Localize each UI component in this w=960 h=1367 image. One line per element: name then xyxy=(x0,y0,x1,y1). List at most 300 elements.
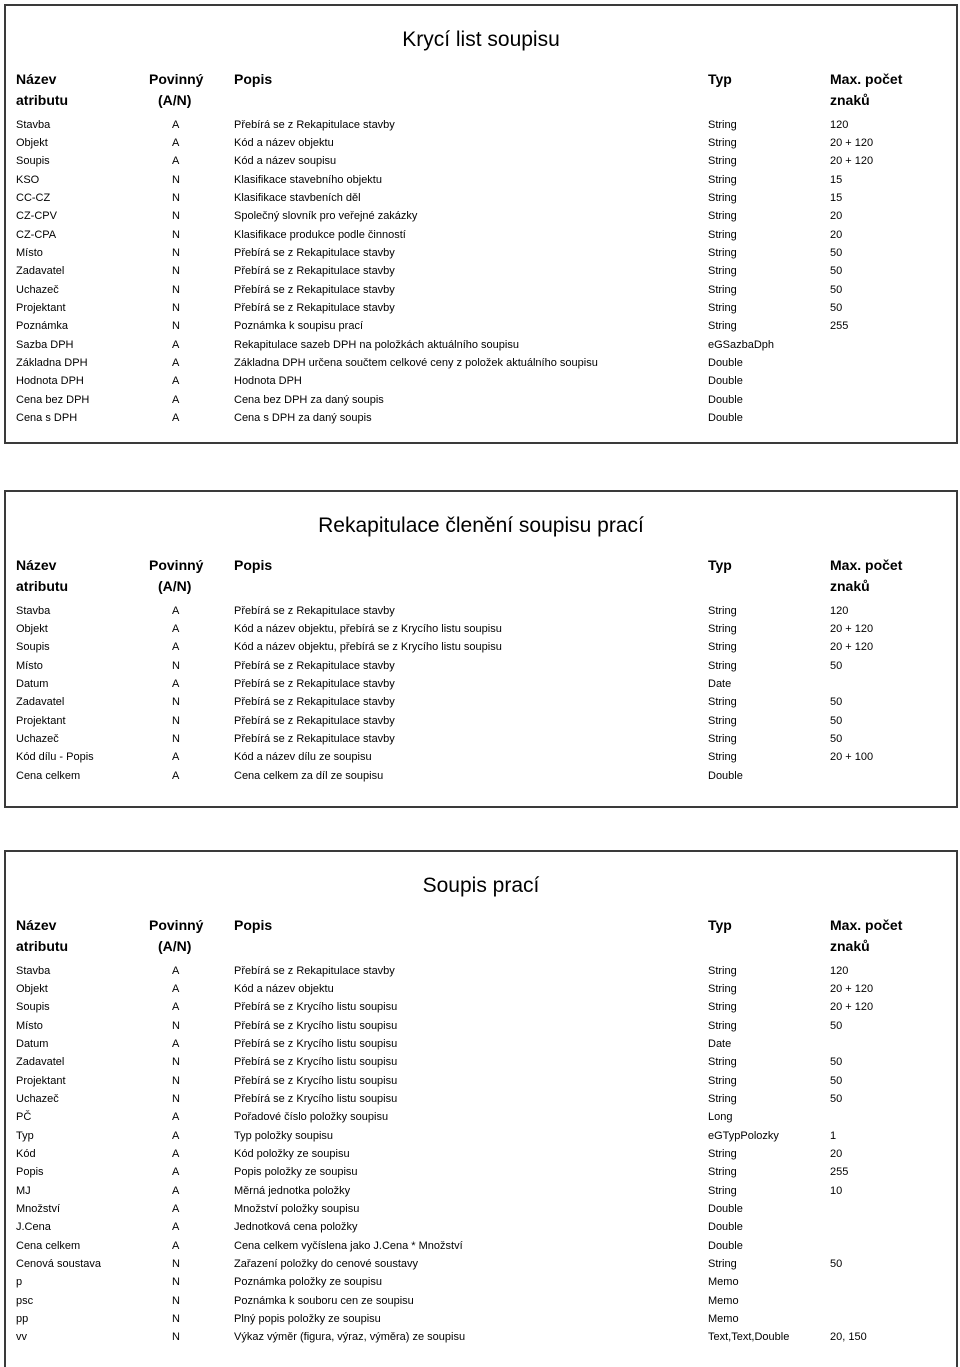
required-flag: A xyxy=(172,982,180,995)
max-length: 120 xyxy=(830,964,849,977)
table-row xyxy=(6,730,956,748)
data-type: String xyxy=(708,228,737,241)
max-length: 50 xyxy=(830,246,843,259)
data-type: Text,Text,Double xyxy=(708,1331,790,1344)
attribute-name: CZ-CPV xyxy=(16,210,57,223)
description: Poznámka k souboru cen ze soupisu xyxy=(234,1294,414,1307)
attribute-name: Objekt xyxy=(16,982,48,995)
description: Kód a název objektu xyxy=(234,136,334,149)
description: Základna DPH určena součtem celkové ceny z položek aktuálního soupisu xyxy=(234,356,598,369)
required-flag: N xyxy=(172,1019,180,1032)
data-type: String xyxy=(708,118,737,131)
table-row xyxy=(6,962,956,980)
data-type: Date xyxy=(708,1037,732,1050)
column-header-max-length: Max. počet xyxy=(830,71,903,87)
description: Kód a název soupisu xyxy=(234,155,337,168)
data-type: String xyxy=(708,641,737,654)
description: Cena bez DPH za daný soupis xyxy=(234,393,384,406)
required-flag: A xyxy=(172,1184,180,1197)
table-row xyxy=(6,767,956,785)
max-length: 20 + 100 xyxy=(830,751,874,764)
attribute-name: Poznámka xyxy=(16,320,68,333)
max-length: 50 xyxy=(830,265,843,278)
data-type: String xyxy=(708,191,737,204)
table-row xyxy=(6,299,956,317)
table-row xyxy=(6,620,956,638)
max-length: 20, 150 xyxy=(830,1331,867,1344)
attribute-name: KSO xyxy=(16,173,40,186)
max-length: 50 xyxy=(830,714,843,727)
table-row xyxy=(6,998,956,1016)
data-type: eGTypPolozky xyxy=(708,1129,779,1142)
column-header-required: Povinný xyxy=(149,917,204,933)
section-title: Rekapitulace členění soupisu prací xyxy=(318,514,644,537)
column-header-type: Typ xyxy=(708,71,732,87)
required-flag: A xyxy=(172,1221,180,1234)
data-type: Double xyxy=(708,769,743,782)
max-length: 50 xyxy=(830,732,843,745)
description: Cena celkem za díl ze soupisu xyxy=(234,769,384,782)
max-length: 1 xyxy=(830,1129,837,1142)
attribute-name: CC-CZ xyxy=(16,191,51,204)
max-length: 50 xyxy=(830,1019,843,1032)
table-header-subline xyxy=(6,91,956,109)
table-row xyxy=(6,281,956,299)
attribute-name: Projektant xyxy=(16,1074,66,1087)
data-type: String xyxy=(708,136,737,149)
description: Přebírá se z Krycího listu soupisu xyxy=(234,1019,398,1032)
column-header-required: Povinný xyxy=(149,71,204,87)
attribute-name: Typ xyxy=(16,1129,34,1142)
column-header-max-length: Max. počet xyxy=(830,917,903,933)
table-row xyxy=(6,1237,956,1255)
column-header-type: Typ xyxy=(708,557,732,573)
table-row xyxy=(6,152,956,170)
table-header xyxy=(6,916,956,934)
data-type: String xyxy=(708,265,737,278)
table-row xyxy=(6,638,956,656)
attribute-name: PČ xyxy=(16,1111,32,1124)
attribute-name: Místo xyxy=(16,659,43,672)
description: Společný slovník pro veřejné zakázky xyxy=(234,210,418,223)
section-kryci-list xyxy=(4,4,958,444)
data-type: Double xyxy=(708,356,743,369)
description: Cena celkem vyčíslena jako J.Cena * Množství xyxy=(234,1239,463,1252)
required-flag: N xyxy=(172,265,180,278)
data-type: String xyxy=(708,604,737,617)
description: Přebírá se z Rekapitulace stavby xyxy=(234,659,395,672)
table-row xyxy=(6,1310,956,1328)
max-length: 15 xyxy=(830,191,843,204)
description: Poznámka k soupisu prací xyxy=(234,320,364,333)
attribute-name: Stavba xyxy=(16,118,51,131)
description: Přebírá se z Rekapitulace stavby xyxy=(234,283,395,296)
required-flag: A xyxy=(172,1166,180,1179)
required-flag: A xyxy=(172,769,180,782)
data-type: String xyxy=(708,714,737,727)
required-flag: A xyxy=(172,1202,180,1215)
description: Poznámka položky ze soupisu xyxy=(234,1276,382,1289)
max-length: 50 xyxy=(830,301,843,314)
description: Klasifikace stavbeních děl xyxy=(234,191,361,204)
attribute-name: Zadavatel xyxy=(16,265,65,278)
section-rekapitulace xyxy=(4,490,958,808)
column-header-name: Název xyxy=(16,71,57,87)
table-row xyxy=(6,354,956,372)
table-row xyxy=(6,336,956,354)
table-row xyxy=(6,1200,956,1218)
attribute-name: Cena s DPH xyxy=(16,412,78,424)
table-row xyxy=(6,1017,956,1035)
data-type: String xyxy=(708,1001,737,1014)
column-header-description: Popis xyxy=(234,917,273,933)
table-row xyxy=(6,189,956,207)
table-row xyxy=(6,391,956,409)
attribute-name: CZ-CPA xyxy=(16,228,57,241)
table-row xyxy=(6,1273,956,1291)
attribute-name: Množství xyxy=(16,1202,61,1215)
description: Kód a název objektu, přebírá se z Krycího listu soupisu xyxy=(234,622,502,635)
required-flag: N xyxy=(172,320,180,333)
max-length: 120 xyxy=(830,118,849,131)
max-length: 50 xyxy=(830,1258,843,1270)
max-length: 50 xyxy=(830,1074,843,1087)
required-flag: A xyxy=(172,338,180,351)
description: Klasifikace stavebního objektu xyxy=(234,173,382,186)
table-row xyxy=(6,712,956,730)
attribute-name: MJ xyxy=(16,1184,31,1197)
required-flag: N xyxy=(172,1074,180,1087)
table-header xyxy=(6,556,956,574)
data-type: Memo xyxy=(708,1313,739,1326)
required-flag: A xyxy=(172,677,180,690)
table-row xyxy=(6,171,956,189)
max-length: 20 + 120 xyxy=(830,155,874,168)
required-flag: A xyxy=(172,356,180,369)
data-type: Date xyxy=(708,677,732,690)
required-flag: A xyxy=(172,1037,180,1050)
required-flag: A xyxy=(172,393,180,406)
max-length: 20 xyxy=(830,1147,843,1160)
attribute-name: Projektant xyxy=(16,714,66,727)
column-header-max-length-sub: znaků xyxy=(830,938,870,954)
column-header-required-sub: (A/N) xyxy=(158,938,192,954)
data-type: Double xyxy=(708,1239,743,1252)
attribute-name: p xyxy=(16,1276,23,1289)
attribute-name: Stavba xyxy=(16,604,51,617)
table-row xyxy=(6,226,956,244)
data-type: String xyxy=(708,964,737,977)
required-flag: N xyxy=(172,246,180,259)
table-row xyxy=(6,1163,956,1181)
table-row xyxy=(6,1328,956,1346)
required-flag: A xyxy=(172,604,180,617)
max-length: 20 + 120 xyxy=(830,982,874,995)
description: Přebírá se z Rekapitulace stavby xyxy=(234,265,395,278)
required-flag: A xyxy=(172,1147,180,1160)
description: Přebírá se z Rekapitulace stavby xyxy=(234,964,395,977)
data-type: eGSazbaDph xyxy=(708,338,775,351)
attribute-name: Soupis xyxy=(16,1001,50,1014)
table-row xyxy=(6,1292,956,1310)
column-header-required-sub: (A/N) xyxy=(158,92,192,108)
required-flag: N xyxy=(172,173,180,186)
column-header-name: Název xyxy=(16,557,57,573)
section-title: Soupis prací xyxy=(422,874,540,897)
data-type: String xyxy=(708,246,737,259)
required-flag: A xyxy=(172,1111,180,1124)
table-row xyxy=(6,1255,956,1273)
description: Pořadové číslo položky soupisu xyxy=(234,1111,389,1124)
attribute-name: Kód xyxy=(16,1147,36,1160)
max-length: 20 + 120 xyxy=(830,136,874,149)
required-flag: A xyxy=(172,118,180,131)
table-body xyxy=(6,116,956,428)
table-row xyxy=(6,602,956,620)
data-type: Double xyxy=(708,1221,743,1234)
table-row xyxy=(6,1108,956,1126)
table-row xyxy=(6,675,956,693)
table-row xyxy=(6,1072,956,1090)
table-row xyxy=(6,372,956,390)
table-row xyxy=(6,693,956,711)
description: Přebírá se z Rekapitulace stavby xyxy=(234,604,395,617)
data-type: String xyxy=(708,301,737,314)
table-body xyxy=(6,962,956,1347)
attribute-name: Cenová soustava xyxy=(16,1258,101,1270)
attribute-name: pp xyxy=(16,1313,29,1326)
table-header-subline xyxy=(6,577,956,595)
attribute-name: Cena celkem xyxy=(16,1239,81,1252)
column-header-name-sub: atributu xyxy=(16,92,69,108)
description: Jednotková cena položky xyxy=(234,1221,358,1234)
required-flag: N xyxy=(172,714,180,727)
required-flag: A xyxy=(172,155,180,168)
data-type: String xyxy=(708,659,737,672)
table-row xyxy=(6,317,956,335)
required-flag: N xyxy=(172,1313,180,1326)
attribute-name: Místo xyxy=(16,246,43,259)
description: Rekapitulace sazeb DPH na položkách aktuálního soupisu xyxy=(234,338,519,351)
required-flag: N xyxy=(172,1258,180,1270)
section-title: Krycí list soupisu xyxy=(402,28,560,51)
column-header-name: Název xyxy=(16,917,57,933)
data-type: String xyxy=(708,1092,737,1105)
description: Přebírá se z Rekapitulace stavby xyxy=(234,732,395,745)
attribute-name: Základna DPH xyxy=(16,356,88,369)
data-type: Double xyxy=(708,375,743,388)
data-type: String xyxy=(708,982,737,995)
required-flag: N xyxy=(172,732,180,745)
table-row xyxy=(6,748,956,766)
section-soupis-praci xyxy=(4,850,958,1367)
data-type: String xyxy=(708,1184,737,1197)
required-flag: A xyxy=(172,641,180,654)
description: Přebírá se z Rekapitulace stavby xyxy=(234,696,395,709)
column-header-max-length-sub: znaků xyxy=(830,578,870,594)
required-flag: N xyxy=(172,1331,180,1344)
column-header-name-sub: atributu xyxy=(16,578,69,594)
max-length: 15 xyxy=(830,173,843,186)
column-header-description: Popis xyxy=(234,71,273,87)
required-flag: A xyxy=(172,375,180,388)
required-flag: N xyxy=(172,1056,180,1069)
table-row xyxy=(6,1127,956,1145)
attribute-name: Místo xyxy=(16,1019,43,1032)
data-type: String xyxy=(708,173,737,186)
data-type: String xyxy=(708,210,737,223)
attribute-name: Uchazeč xyxy=(16,1092,59,1105)
description: Kód položky ze soupisu xyxy=(234,1147,350,1160)
description: Hodnota DPH xyxy=(234,375,302,388)
table-row xyxy=(6,1090,956,1108)
attribute-name: Objekt xyxy=(16,136,48,149)
data-type: String xyxy=(708,622,737,635)
table-row xyxy=(6,980,956,998)
required-flag: N xyxy=(172,191,180,204)
attribute-name: Zadavatel xyxy=(16,1056,65,1069)
max-length: 50 xyxy=(830,696,843,709)
column-header-name-sub: atributu xyxy=(16,938,69,954)
data-type: String xyxy=(708,1258,737,1270)
description: Kód a název objektu, přebírá se z Krycího listu soupisu xyxy=(234,641,502,654)
required-flag: A xyxy=(172,964,180,977)
description: Množství položky soupisu xyxy=(234,1202,360,1215)
table-row xyxy=(6,207,956,225)
data-type: Long xyxy=(708,1111,733,1124)
required-flag: N xyxy=(172,1294,180,1307)
attribute-name: Datum xyxy=(16,1037,49,1050)
required-flag: A xyxy=(172,1001,180,1014)
required-flag: A xyxy=(172,412,180,424)
description: Přebírá se z Rekapitulace stavby xyxy=(234,246,395,259)
data-type: Double xyxy=(708,1202,743,1215)
required-flag: N xyxy=(172,1092,180,1105)
required-flag: A xyxy=(172,1129,180,1142)
max-length: 255 xyxy=(830,320,849,333)
required-flag: N xyxy=(172,301,180,314)
column-header-max-length-sub: znaků xyxy=(830,92,870,108)
attribute-name: Popis xyxy=(16,1166,44,1179)
attribute-name: Kód dílu - Popis xyxy=(16,751,94,764)
attribute-name: Zadavatel xyxy=(16,696,65,709)
max-length: 50 xyxy=(830,283,843,296)
table-row xyxy=(6,1182,956,1200)
description: Přebírá se z Krycího listu soupisu xyxy=(234,1056,398,1069)
table-row xyxy=(6,1218,956,1236)
column-header-description: Popis xyxy=(234,557,273,573)
attribute-name: Uchazeč xyxy=(16,732,59,745)
description: Plný popis položky ze soupisu xyxy=(234,1313,381,1326)
table-header xyxy=(6,70,956,88)
max-length: 20 + 120 xyxy=(830,641,874,654)
column-header-type: Typ xyxy=(708,917,732,933)
attribute-name: Sazba DPH xyxy=(16,338,74,351)
data-type: Memo xyxy=(708,1294,739,1307)
table-row xyxy=(6,116,956,134)
column-header-max-length: Max. počet xyxy=(830,557,903,573)
attribute-name: Soupis xyxy=(16,641,50,654)
description: Výkaz výměr (figura, výraz, výměra) ze soupisu xyxy=(234,1331,466,1344)
table-row xyxy=(6,244,956,262)
data-type: String xyxy=(708,1147,737,1160)
description: Přebírá se z Rekapitulace stavby xyxy=(234,714,395,727)
required-flag: N xyxy=(172,228,180,241)
max-length: 10 xyxy=(830,1184,843,1197)
max-length: 20 xyxy=(830,228,843,241)
description: Popis položky ze soupisu xyxy=(234,1166,358,1179)
table-row xyxy=(6,1035,956,1053)
max-length: 50 xyxy=(830,1056,843,1069)
attribute-name: Cena celkem xyxy=(16,769,81,782)
required-flag: A xyxy=(172,622,180,635)
description: Přebírá se z Krycího listu soupisu xyxy=(234,1037,398,1050)
description: Přebírá se z Krycího listu soupisu xyxy=(234,1092,398,1105)
data-type: String xyxy=(708,732,737,745)
required-flag: A xyxy=(172,136,180,149)
data-type: String xyxy=(708,1056,737,1069)
data-type: String xyxy=(708,1019,737,1032)
description: Kód a název objektu xyxy=(234,982,334,995)
attribute-name: Soupis xyxy=(16,155,50,168)
table-header-subline xyxy=(6,937,956,955)
table-row xyxy=(6,1053,956,1071)
data-type: Memo xyxy=(708,1276,739,1289)
required-flag: A xyxy=(172,1239,180,1252)
required-flag: N xyxy=(172,696,180,709)
max-length: 20 xyxy=(830,210,843,223)
data-type: String xyxy=(708,1166,737,1179)
attribute-name: psc xyxy=(16,1294,34,1307)
attribute-name: Projektant xyxy=(16,301,66,314)
attribute-name: Datum xyxy=(16,677,49,690)
max-length: 255 xyxy=(830,1166,849,1179)
data-type: String xyxy=(708,1074,737,1087)
required-flag: A xyxy=(172,751,180,764)
max-length: 20 + 120 xyxy=(830,622,874,635)
attribute-name: Cena bez DPH xyxy=(16,393,90,406)
required-flag: N xyxy=(172,283,180,296)
description: Přebírá se z Rekapitulace stavby xyxy=(234,118,395,131)
attribute-name: Hodnota DPH xyxy=(16,375,84,388)
column-header-required-sub: (A/N) xyxy=(158,578,192,594)
table-row xyxy=(6,1145,956,1163)
data-type: String xyxy=(708,320,737,333)
attribute-name: Stavba xyxy=(16,964,51,977)
data-type: String xyxy=(708,283,737,296)
description: Přebírá se z Rekapitulace stavby xyxy=(234,301,395,314)
data-type: String xyxy=(708,155,737,168)
data-type: String xyxy=(708,696,737,709)
table-row xyxy=(6,262,956,280)
table-row xyxy=(6,134,956,152)
description: Přebírá se z Krycího listu soupisu xyxy=(234,1001,398,1014)
table-row xyxy=(6,657,956,675)
description: Přebírá se z Rekapitulace stavby xyxy=(234,677,395,690)
max-length: 20 + 120 xyxy=(830,1001,874,1014)
data-type: Double xyxy=(708,393,743,406)
data-type: String xyxy=(708,751,737,764)
description: Klasifikace produkce podle činností xyxy=(234,228,406,241)
description: Zařazení položky do cenové soustavy xyxy=(234,1258,419,1270)
attribute-name: Objekt xyxy=(16,622,48,635)
attribute-name: Uchazeč xyxy=(16,283,59,296)
table-body xyxy=(6,602,956,785)
table-row xyxy=(6,409,956,427)
description: Typ položky soupisu xyxy=(234,1129,334,1142)
attribute-name: J.Cena xyxy=(16,1221,51,1234)
max-length: 50 xyxy=(830,1092,843,1105)
